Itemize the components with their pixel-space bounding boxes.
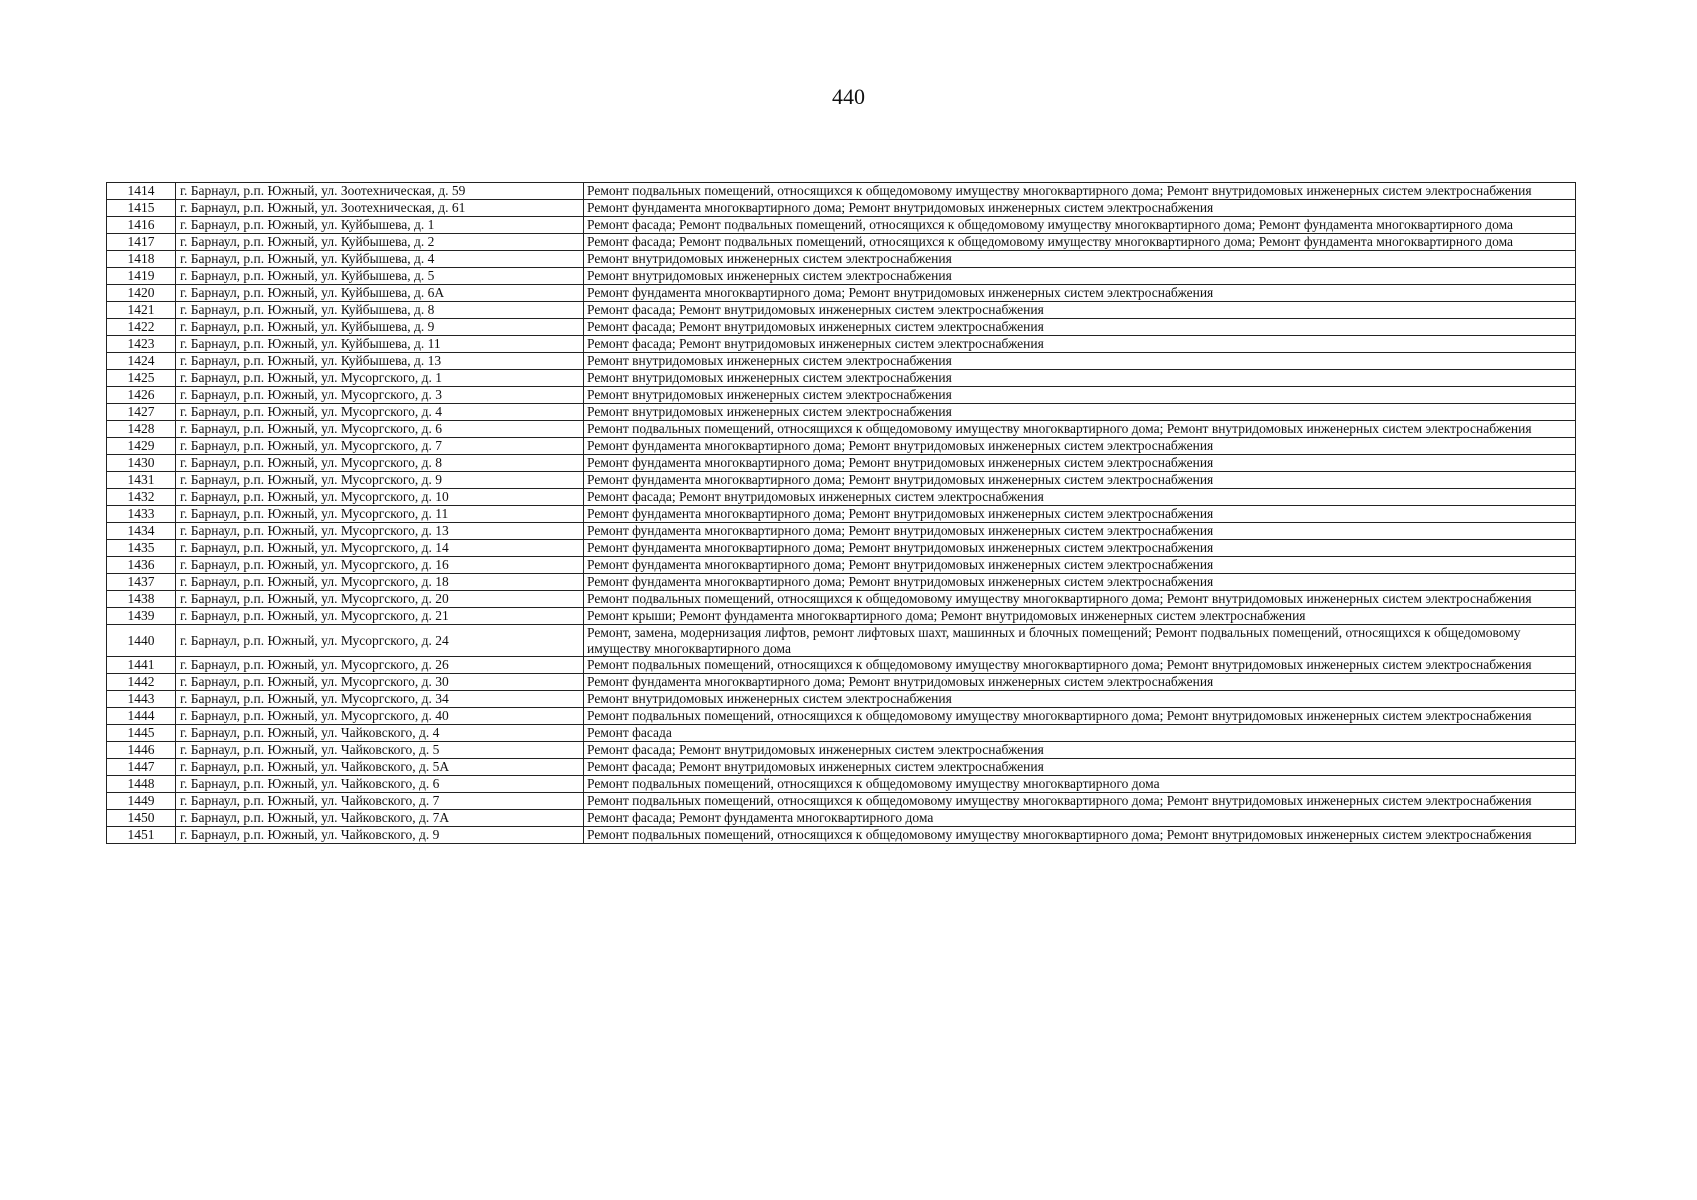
building-address: г. Барнаул, р.п. Южный, ул. Мусоргского, д. 3 [176,387,584,404]
repair-works: Ремонт подвальных помещений, относящихся к общедомовому имуществу многоквартирного дома; Ремонт внутридомовых инженерных систем электроснабжения [584,591,1576,608]
table-row [107,540,1576,557]
building-address: г. Барнаул, р.п. Южный, ул. Чайковского, д. 7 [176,793,584,810]
building-address: г. Барнаул, р.п. Южный, ул. Мусоргского, д. 8 [176,455,584,472]
table-row [107,336,1576,353]
table-row [107,268,1576,285]
table-row [107,827,1576,844]
repair-works: Ремонт фасада; Ремонт внутридомовых инженерных систем электроснабжения [584,302,1576,319]
table-row [107,574,1576,591]
repair-works: Ремонт фундамента многоквартирного дома; Ремонт внутридомовых инженерных систем электроснабжения [584,540,1576,557]
row-number: 1439 [107,608,176,625]
repair-works: Ремонт подвальных помещений, относящихся к общедомовому имуществу многоквартирного дома; Ремонт внутридомовых инженерных систем электроснабжения [584,421,1576,438]
repair-works: Ремонт фундамента многоквартирного дома; Ремонт внутридомовых инженерных систем электроснабжения [584,506,1576,523]
row-number: 1430 [107,455,176,472]
table-row [107,217,1576,234]
table-row [107,200,1576,217]
repair-works: Ремонт фундамента многоквартирного дома; Ремонт внутридомовых инженерных систем электроснабжения [584,285,1576,302]
repair-works: Ремонт подвальных помещений, относящихся к общедомовому имуществу многоквартирного дома [584,776,1576,793]
repair-works: Ремонт фасада; Ремонт внутридомовых инженерных систем электроснабжения [584,759,1576,776]
building-address: г. Барнаул, р.п. Южный, ул. Мусоргского, д. 40 [176,708,584,725]
repair-works: Ремонт фундамента многоквартирного дома; Ремонт внутридомовых инженерных систем электроснабжения [584,438,1576,455]
table-row [107,506,1576,523]
row-number: 1433 [107,506,176,523]
row-number: 1426 [107,387,176,404]
repair-works: Ремонт фундамента многоквартирного дома; Ремонт внутридомовых инженерных систем электроснабжения [584,523,1576,540]
row-number: 1435 [107,540,176,557]
repair-works: Ремонт фасада; Ремонт внутридомовых инженерных систем электроснабжения [584,336,1576,353]
building-address: г. Барнаул, р.п. Южный, ул. Мусоргского, д. 13 [176,523,584,540]
building-address: г. Барнаул, р.п. Южный, ул. Мусоргского, д. 18 [176,574,584,591]
repair-works: Ремонт внутридомовых инженерных систем электроснабжения [584,268,1576,285]
table-row [107,691,1576,708]
row-number: 1446 [107,742,176,759]
row-number: 1434 [107,523,176,540]
row-number: 1437 [107,574,176,591]
repair-works: Ремонт фундамента многоквартирного дома; Ремонт внутридомовых инженерных систем электроснабжения [584,557,1576,574]
row-number: 1431 [107,472,176,489]
repair-works: Ремонт фасада; Ремонт фундамента многоквартирного дома [584,810,1576,827]
row-number: 1440 [107,625,176,657]
repair-works: Ремонт подвальных помещений, относящихся к общедомовому имуществу многоквартирного дома; Ремонт внутридомовых инженерных систем электроснабжения [584,793,1576,810]
row-number: 1428 [107,421,176,438]
row-number: 1414 [107,183,176,200]
building-address: г. Барнаул, р.п. Южный, ул. Мусоргского, д. 1 [176,370,584,387]
building-address: г. Барнаул, р.п. Южный, ул. Куйбышева, д. 11 [176,336,584,353]
table-row [107,183,1576,200]
row-number: 1441 [107,657,176,674]
row-number: 1438 [107,591,176,608]
building-address: г. Барнаул, р.п. Южный, ул. Мусоргского, д. 34 [176,691,584,708]
repair-works: Ремонт фундамента многоквартирного дома; Ремонт внутридомовых инженерных систем электроснабжения [584,674,1576,691]
building-address: г. Барнаул, р.п. Южный, ул. Куйбышева, д. 13 [176,353,584,370]
table-row [107,302,1576,319]
table-row [107,285,1576,302]
row-number: 1445 [107,725,176,742]
building-address: г. Барнаул, р.п. Южный, ул. Мусоргского, д. 26 [176,657,584,674]
table-row [107,759,1576,776]
table-row [107,810,1576,827]
row-number: 1417 [107,234,176,251]
repair-works: Ремонт фасада; Ремонт подвальных помещений, относящихся к общедомовому имуществу многоквартирного дома; Ремонт фундамента многоквартирного дома [584,234,1576,251]
building-address: г. Барнаул, р.п. Южный, ул. Куйбышева, д. 6А [176,285,584,302]
building-address: г. Барнаул, р.п. Южный, ул. Мусоргского, д. 16 [176,557,584,574]
table-row [107,708,1576,725]
row-number: 1432 [107,489,176,506]
building-address: г. Барнаул, р.п. Южный, ул. Чайковского, д. 5А [176,759,584,776]
repair-works: Ремонт внутридомовых инженерных систем электроснабжения [584,404,1576,421]
repair-works: Ремонт внутридомовых инженерных систем электроснабжения [584,353,1576,370]
building-address: г. Барнаул, р.п. Южный, ул. Чайковского, д. 4 [176,725,584,742]
repair-works: Ремонт внутридомовых инженерных систем электроснабжения [584,387,1576,404]
row-number: 1447 [107,759,176,776]
row-number: 1416 [107,217,176,234]
row-number: 1443 [107,691,176,708]
table-row [107,438,1576,455]
repair-works: Ремонт фундамента многоквартирного дома; Ремонт внутридомовых инженерных систем электроснабжения [584,200,1576,217]
table-row [107,793,1576,810]
building-address: г. Барнаул, р.п. Южный, ул. Куйбышева, д. 4 [176,251,584,268]
repair-works: Ремонт внутридомовых инженерных систем электроснабжения [584,370,1576,387]
table-row [107,353,1576,370]
building-address: г. Барнаул, р.п. Южный, ул. Мусоргского, д. 6 [176,421,584,438]
repair-works: Ремонт фасада; Ремонт подвальных помещений, относящихся к общедомовому имуществу многоквартирного дома; Ремонт фундамента многоквартирного дома [584,217,1576,234]
building-address: г. Барнаул, р.п. Южный, ул. Мусоргского, д. 30 [176,674,584,691]
repair-works: Ремонт фундамента многоквартирного дома; Ремонт внутридомовых инженерных систем электроснабжения [584,455,1576,472]
registry-table-body [107,183,1576,844]
building-address: г. Барнаул, р.п. Южный, ул. Зоотехническая, д. 61 [176,200,584,217]
table-row [107,251,1576,268]
repair-works: Ремонт внутридомовых инженерных систем электроснабжения [584,691,1576,708]
building-address: г. Барнаул, р.п. Южный, ул. Куйбышева, д. 8 [176,302,584,319]
row-number: 1424 [107,353,176,370]
repair-works: Ремонт подвальных помещений, относящихся к общедомовому имуществу многоквартирного дома; Ремонт внутридомовых инженерных систем электроснабжения [584,708,1576,725]
table-row [107,674,1576,691]
table-row [107,319,1576,336]
table-row [107,625,1576,657]
row-number: 1418 [107,251,176,268]
repair-works: Ремонт крыши; Ремонт фундамента многоквартирного дома; Ремонт внутридомовых инженерных систем электроснабжения [584,608,1576,625]
table-row [107,234,1576,251]
repair-works: Ремонт подвальных помещений, относящихся к общедомовому имуществу многоквартирного дома; Ремонт внутридомовых инженерных систем электроснабжения [584,827,1576,844]
table-row [107,455,1576,472]
page-number: 440 [832,84,865,109]
row-number: 1423 [107,336,176,353]
building-address: г. Барнаул, р.п. Южный, ул. Мусоргского, д. 10 [176,489,584,506]
row-number: 1420 [107,285,176,302]
building-address: г. Барнаул, р.п. Южный, ул. Куйбышева, д. 2 [176,234,584,251]
building-address: г. Барнаул, р.п. Южный, ул. Мусоргского, д. 9 [176,472,584,489]
building-address: г. Барнаул, р.п. Южный, ул. Чайковского, д. 9 [176,827,584,844]
building-address: г. Барнаул, р.п. Южный, ул. Куйбышева, д. 5 [176,268,584,285]
building-address: г. Барнаул, р.п. Южный, ул. Чайковского, д. 7А [176,810,584,827]
row-number: 1442 [107,674,176,691]
row-number: 1421 [107,302,176,319]
row-number: 1429 [107,438,176,455]
table-row [107,725,1576,742]
building-address: г. Барнаул, р.п. Южный, ул. Куйбышева, д. 1 [176,217,584,234]
table-row [107,608,1576,625]
building-address: г. Барнаул, р.п. Южный, ул. Мусоргского, д. 21 [176,608,584,625]
repair-works: Ремонт подвальных помещений, относящихся к общедомовому имуществу многоквартирного дома; Ремонт внутридомовых инженерных систем электроснабжения [584,657,1576,674]
table-row [107,370,1576,387]
table-row [107,557,1576,574]
repair-works: Ремонт, замена, модернизация лифтов, ремонт лифтовых шахт, машинных и блочных помещений; Ремонт подвальных помещений, относящихся к общедомовому имуществу многоквартирного дома [584,625,1576,657]
row-number: 1448 [107,776,176,793]
repair-registry-table [106,182,1576,844]
table-row [107,421,1576,438]
table-row [107,472,1576,489]
row-number: 1427 [107,404,176,421]
building-address: г. Барнаул, р.п. Южный, ул. Мусоргского, д. 14 [176,540,584,557]
row-number: 1415 [107,200,176,217]
table-row [107,742,1576,759]
table-row [107,591,1576,608]
building-address: г. Барнаул, р.п. Южный, ул. Мусоргского, д. 11 [176,506,584,523]
building-address: г. Барнаул, р.п. Южный, ул. Чайковского, д. 6 [176,776,584,793]
building-address: г. Барнаул, р.п. Южный, ул. Куйбышева, д. 9 [176,319,584,336]
building-address: г. Барнаул, р.п. Южный, ул. Чайковского, д. 5 [176,742,584,759]
table-row [107,404,1576,421]
table-row [107,657,1576,674]
row-number: 1436 [107,557,176,574]
table-row [107,523,1576,540]
row-number: 1451 [107,827,176,844]
building-address: г. Барнаул, р.п. Южный, ул. Мусоргского, д. 20 [176,591,584,608]
table-row [107,489,1576,506]
repair-works: Ремонт фасада; Ремонт внутридомовых инженерных систем электроснабжения [584,742,1576,759]
repair-works: Ремонт фундамента многоквартирного дома; Ремонт внутридомовых инженерных систем электроснабжения [584,574,1576,591]
row-number: 1449 [107,793,176,810]
building-address: г. Барнаул, р.п. Южный, ул. Мусоргского, д. 24 [176,625,584,657]
repair-works: Ремонт подвальных помещений, относящихся к общедомовому имуществу многоквартирного дома; Ремонт внутридомовых инженерных систем электроснабжения [584,183,1576,200]
building-address: г. Барнаул, р.п. Южный, ул. Зоотехническая, д. 59 [176,183,584,200]
table-row [107,776,1576,793]
row-number: 1425 [107,370,176,387]
repair-works: Ремонт внутридомовых инженерных систем электроснабжения [584,251,1576,268]
repair-works: Ремонт фасада [584,725,1576,742]
row-number: 1444 [107,708,176,725]
row-number: 1422 [107,319,176,336]
row-number: 1450 [107,810,176,827]
repair-works: Ремонт фасада; Ремонт внутридомовых инженерных систем электроснабжения [584,489,1576,506]
repair-works: Ремонт фасада; Ремонт внутридомовых инженерных систем электроснабжения [584,319,1576,336]
repair-works: Ремонт фундамента многоквартирного дома; Ремонт внутридомовых инженерных систем электроснабжения [584,472,1576,489]
row-number: 1419 [107,268,176,285]
table-row [107,387,1576,404]
building-address: г. Барнаул, р.п. Южный, ул. Мусоргского, д. 4 [176,404,584,421]
building-address: г. Барнаул, р.п. Южный, ул. Мусоргского, д. 7 [176,438,584,455]
